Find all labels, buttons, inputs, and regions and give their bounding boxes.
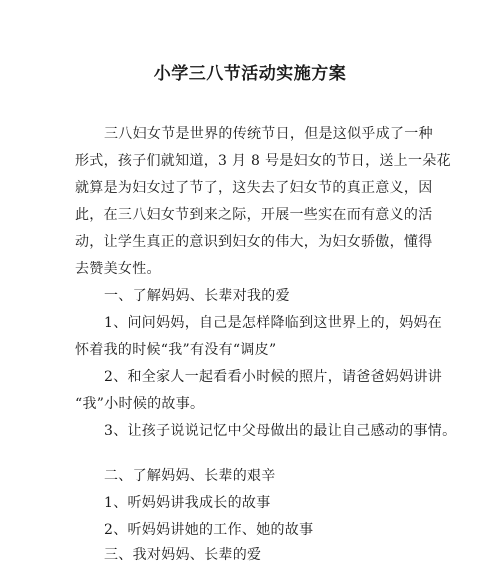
intro-line-3: 就算是为妇女过了节了，这失去了妇女节的真正意义，因 — [75, 180, 433, 196]
section-2-heading: 二、了解妈妈、长辈的艰辛 — [104, 468, 276, 484]
intro-line-4: 此，在三八妇女节到来之际，开展一些实在而有意义的活 — [75, 207, 433, 223]
intro-line-5: 动，让学生真正的意识到妇女的伟大，为妇女骄傲，懂得 — [75, 234, 433, 250]
intro-line-6: 去赞美女性。 — [75, 261, 161, 277]
section-2-item-2: 2、听妈妈讲她的工作、她的故事 — [104, 522, 314, 538]
document-title: 小学三八节活动实施方案 — [153, 64, 347, 84]
section-1-item-2-line-1: 2、和全家人一起看看小时候的照片，请爸爸妈妈讲讲 — [104, 369, 443, 385]
intro-line-2: 形式，孩子们就知道，3 月 8 号是妇女的节日，送上一朵花 — [75, 153, 451, 169]
section-1-item-3: 3、让孩子说说记忆中父母做出的最让自己感动的事情。 — [104, 423, 457, 439]
section-1-heading: 一、了解妈妈、长辈对我的爱 — [104, 288, 290, 304]
section-1-item-1-line-1: 1、问问妈妈，自己是怎样降临到这世界上的，妈妈在 — [104, 315, 443, 331]
section-1-item-1-line-2: 怀着我的时候“我”有没有“调皮” — [75, 342, 277, 358]
section-1-item-2-line-2: “我”小时候的故事。 — [75, 396, 205, 412]
intro-line-1: 三八妇女节是世界的传统节日，但是这似乎成了一种 — [104, 126, 433, 142]
section-2-item-1: 1、听妈妈讲我成长的故事 — [104, 495, 271, 511]
section-3-heading: 三、我对妈妈、长辈的爱 — [104, 547, 262, 563]
